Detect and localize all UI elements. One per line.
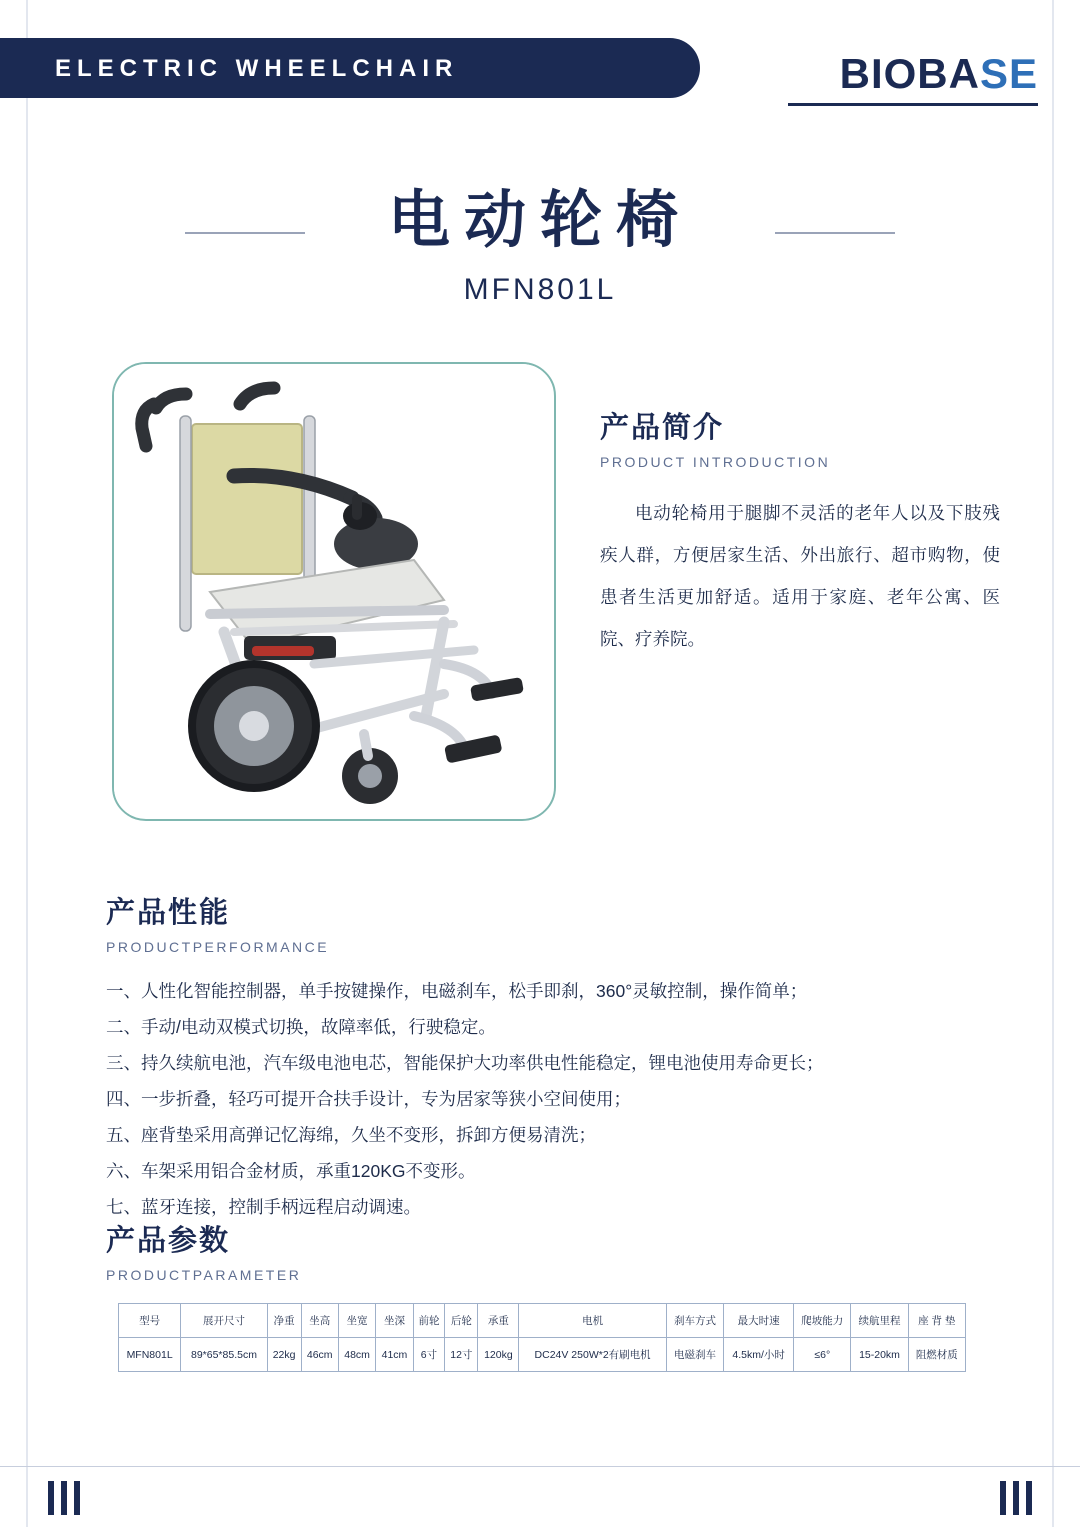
- column-header: 后轮: [445, 1304, 478, 1338]
- table-header-row: [119, 1304, 966, 1338]
- column-header: 展开尺寸: [181, 1304, 267, 1338]
- wheelchair-illustration: [114, 364, 550, 815]
- column-header: 前轮: [413, 1304, 445, 1338]
- list-item: 七、蓝牙连接，控制手柄远程启动调速。: [106, 1197, 421, 1217]
- column-header: 最大时速: [724, 1304, 794, 1338]
- table-cell: 46cm: [301, 1338, 338, 1372]
- table-cell: DC24V 250W*2有刷电机: [519, 1338, 667, 1372]
- list-item: 五、座背垫采用高弹记忆海绵，久坐不变形，拆卸方便易清洗；: [106, 1125, 596, 1145]
- column-header: 型号: [119, 1304, 181, 1338]
- table-cell: ≤6°: [794, 1338, 851, 1372]
- list-item: 六、车架采用铝合金材质，承重120KG不变形。: [106, 1161, 476, 1181]
- table-cell: 120kg: [478, 1338, 519, 1372]
- column-header: 坐高: [301, 1304, 338, 1338]
- parameter-table: [118, 1303, 966, 1372]
- column-header: 承重: [478, 1304, 519, 1338]
- column-header: 座 背 垫: [908, 1304, 965, 1338]
- table-cell: 89*65*85.5cm: [181, 1338, 267, 1372]
- table-cell: MFN801L: [119, 1338, 181, 1372]
- performance-heading-cn: 产品性能: [106, 897, 231, 929]
- model-name: MFN801L: [463, 273, 617, 306]
- footer-bars-left: [48, 1481, 80, 1515]
- table-cell: 41cm: [376, 1338, 413, 1372]
- list-item: 二、手动/电动双模式切换，故障率低，行驶稳定。: [106, 1017, 496, 1037]
- list-item: 四、一步折叠，轻巧可提开合扶手设计，专为居家等狭小空间使用；: [106, 1089, 631, 1109]
- intro-heading-en: PRODUCT INTRODUCTION: [600, 454, 831, 470]
- parameter-heading-en: PRODUCTPARAMETER: [106, 1267, 302, 1283]
- page-title: 电动轮椅: [387, 186, 692, 255]
- brand-logo: [840, 50, 1038, 98]
- product-performance-section: [106, 890, 986, 1225]
- brand-underline: [788, 103, 1038, 106]
- product-photo: [112, 362, 556, 821]
- table-cell: 阻燃材质: [908, 1338, 965, 1372]
- performance-list: [106, 973, 986, 1225]
- table-cell: 22kg: [267, 1338, 301, 1372]
- table-cell: 15-20km: [851, 1338, 908, 1372]
- table-row: [119, 1338, 966, 1372]
- column-header: 坐深: [376, 1304, 413, 1338]
- parameter-heading-cn: 产品参数: [106, 1225, 231, 1257]
- page-header: [0, 0, 1080, 118]
- performance-heading-en: PRODUCTPERFORMANCE: [106, 939, 330, 955]
- page-footer: [0, 1455, 1080, 1527]
- column-header: 电机: [519, 1304, 667, 1338]
- column-header: 续航里程: [851, 1304, 908, 1338]
- brand-text-accent: SE: [979, 50, 1038, 97]
- title-rule-right: [775, 232, 895, 234]
- header-band-title: ELECTRIC WHEELCHAIR: [55, 55, 459, 82]
- table-cell: 48cm: [338, 1338, 375, 1372]
- column-header: 净重: [267, 1304, 301, 1338]
- product-parameter-section: [106, 1218, 986, 1372]
- brand-text-main: BIOBA: [839, 50, 980, 97]
- table-cell: 4.5km/小时: [724, 1338, 794, 1372]
- table-cell: 电磁刹车: [666, 1338, 723, 1372]
- column-header: 刹车方式: [666, 1304, 723, 1338]
- intro-body-text: 电动轮椅用于腿脚不灵活的老年人以及下肢残疾人群，方便居家生活、外出旅行、超市购物，使患者生活更加舒适。适用于家庭、老年公寓、医院、疗养院。: [600, 503, 1000, 649]
- list-item: 一、人性化智能控制器，单手按键操作，电磁刹车，松手即刹，360°灵敏控制，操作简单；: [106, 981, 808, 1001]
- product-introduction-section: [600, 405, 1000, 660]
- column-header: 坐宽: [338, 1304, 375, 1338]
- footer-bars-right: [1000, 1481, 1032, 1515]
- table-cell: 6寸: [413, 1338, 445, 1372]
- column-header: 爬坡能力: [794, 1304, 851, 1338]
- list-item: 三、持久续航电池，汽车级电池电芯，智能保护大功率供电性能稳定，锂电池使用寿命更长；: [106, 1053, 824, 1073]
- title-block: [0, 170, 1080, 307]
- table-cell: 12寸: [445, 1338, 478, 1372]
- footer-divider: [0, 1466, 1080, 1467]
- intro-heading-cn: 产品简介: [600, 412, 725, 444]
- title-rule-left: [185, 232, 305, 234]
